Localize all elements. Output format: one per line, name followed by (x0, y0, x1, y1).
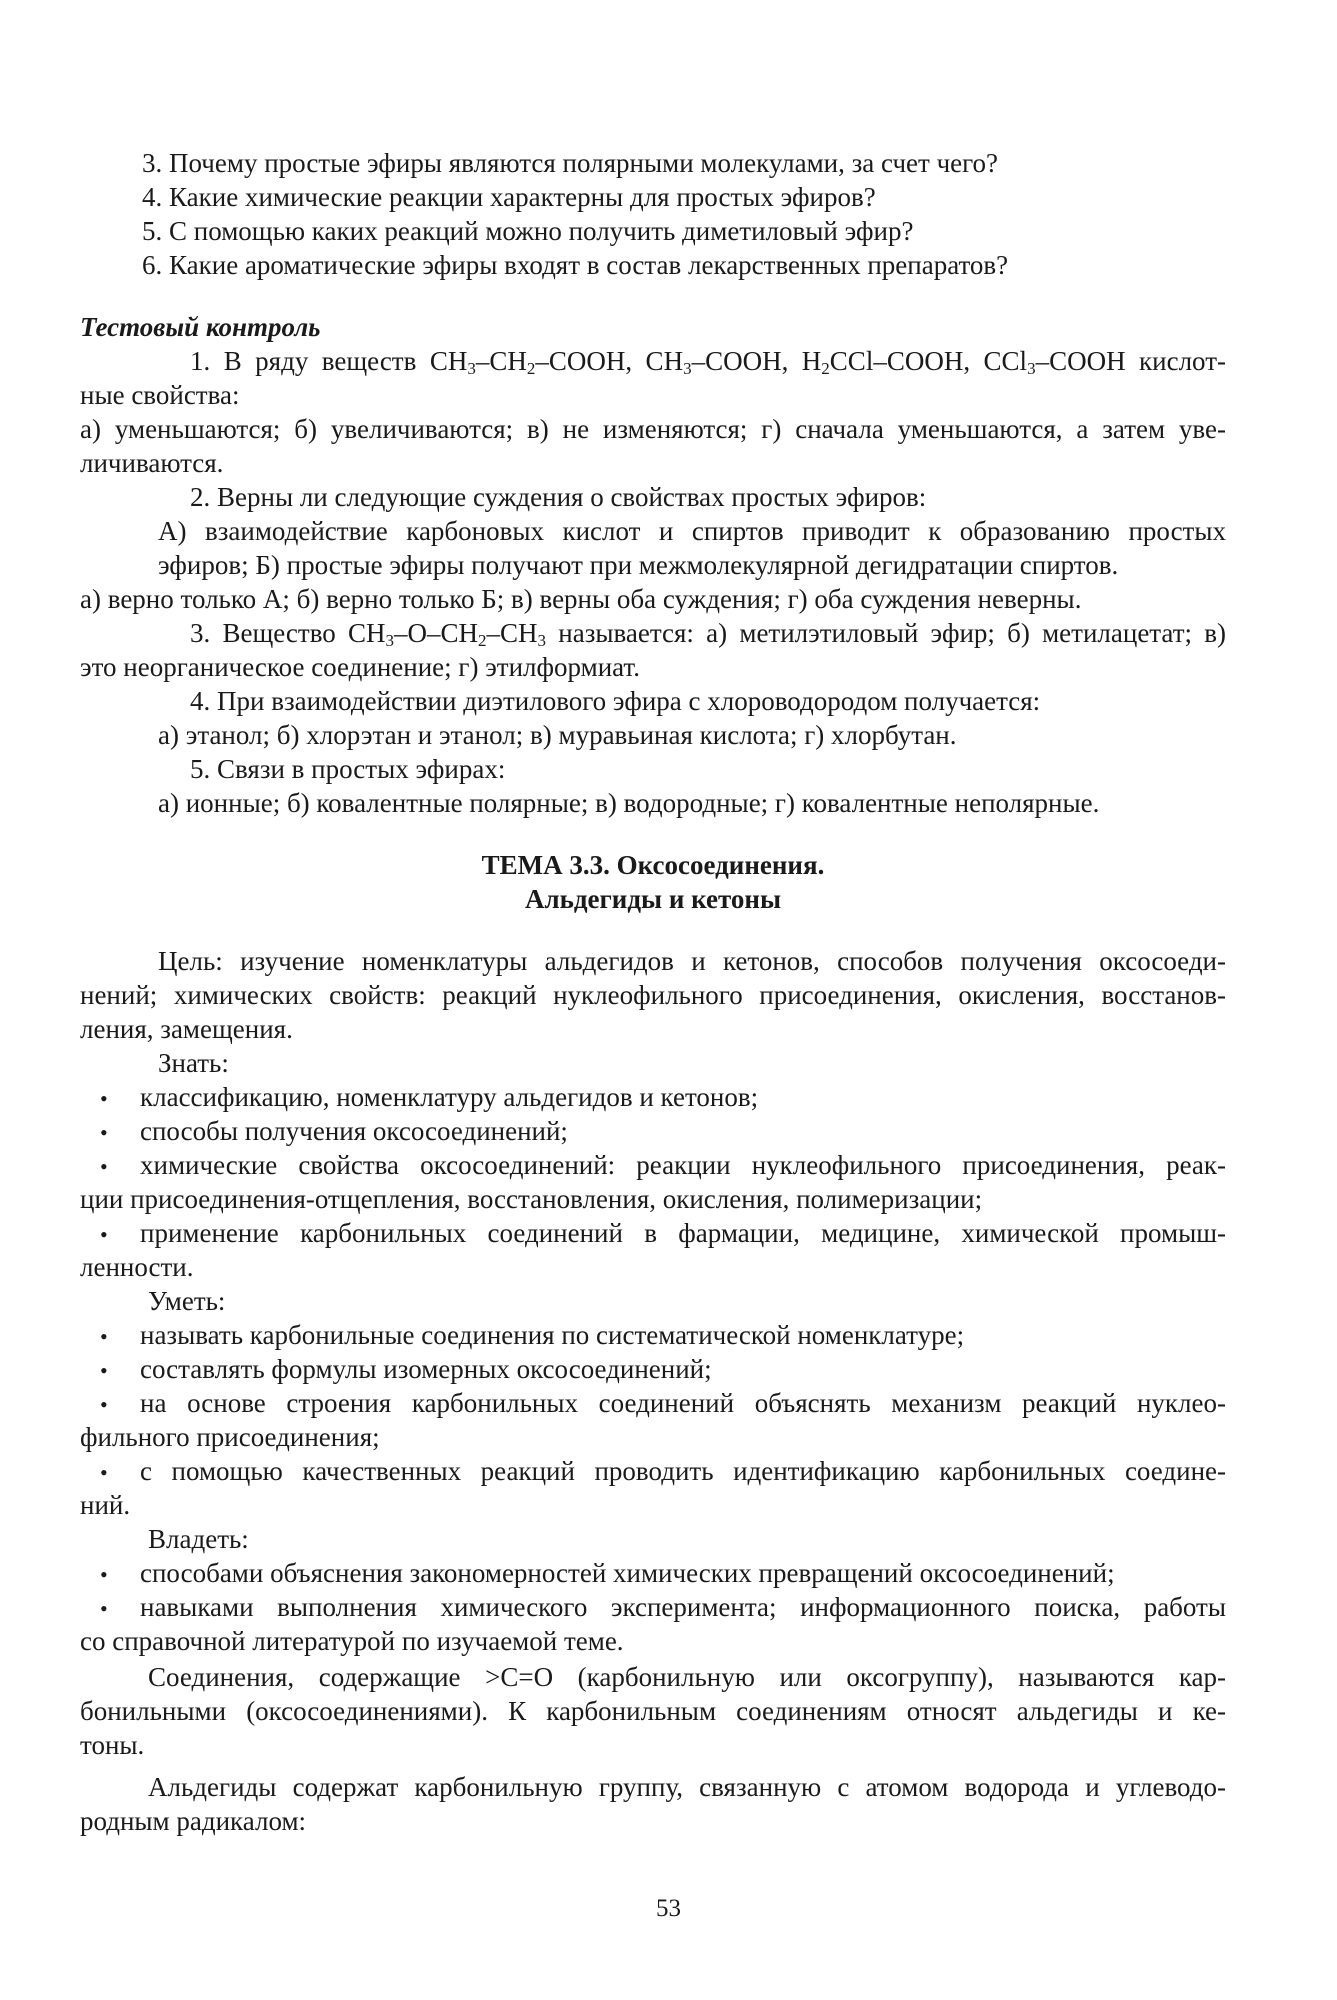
question-3: 3. Почему простые эфиры являются полярными молекулами, за счет чего? (142, 148, 999, 178)
bullet-icon: • (100, 1562, 108, 1587)
own-label: Владеть: (148, 1524, 249, 1554)
question-6: 6. Какие ароматические эфиры входят в состав лекарственных препаратов? (142, 250, 1009, 280)
bullet-icon: • (100, 1460, 108, 1485)
test-2-line-4: а) верно только А; б) верно только Б; в) верны оба суждения; г) оба суждения неверны. (80, 584, 1082, 614)
can-item-2: • составлять формулы изомерных оксосоединений; (100, 1352, 1226, 1388)
para-1-line-3: тоны. (80, 1730, 145, 1760)
bullet-icon: • (100, 1324, 108, 1349)
test-4-line-1: 4. При взаимодействии диэтилового эфира с хлороводородом получается: (190, 686, 1041, 716)
para-2-line-2: родным радикалом: (80, 1806, 307, 1836)
goal-line-1: Цель: изучение номенклатуры альдегидов и кетонов, способов получения оксосоеди- (158, 946, 1226, 976)
own-item-2-cont: со справочной литературой по изучаемой теме. (80, 1626, 624, 1656)
can-label: Уметь: (148, 1286, 226, 1316)
test-4-line-2: а) этанол; б) хлорэтан и этанол; в) муравьиная кислота; г) хлорбутан. (158, 720, 957, 750)
bullet-icon: • (100, 1154, 108, 1179)
test-heading: Тестовый контроль (80, 312, 321, 342)
own-item-1: • способами объяснения закономерностей химических превращений оксосоединений; (100, 1556, 1226, 1592)
test-1-line-1: 1. В ряду веществ $CH_3-CH_2$–COOH, $CH_3$–COOH, $H_2CCl$–COOH, CCl$_3$–COOH кислот- (190, 346, 1226, 378)
can-item-3: • на основе строения карбонильных соединений объяснять механизм реакций нуклео- (100, 1386, 1226, 1422)
test-2-line-2: А) взаимодействие карбоновых кислот и спиртов приводит к образованию простых (158, 516, 1226, 546)
test-5-line-2: а) ионные; б) ковалентные полярные; в) водородные; г) ковалентные неполярные. (158, 788, 1100, 818)
topic-title-line-2: Альдегиды и кетоны (524, 884, 782, 914)
para-2-line-1: Альдегиды содержат карбонильную группу, связанную с атомом водорода и углеводо- (148, 1772, 1226, 1802)
know-item-3-cont: ции присоединения-отщепления, восстановления, окисления, полимеризации; (80, 1184, 983, 1214)
goal-line-2: нений; химических свойств: реакций нуклеофильного присоединения, окисления, восстанов- (80, 980, 1226, 1010)
know-label: Знать: (158, 1048, 229, 1078)
know-item-2: • способы получения оксосоединений; (100, 1114, 1226, 1150)
know-item-4-cont: ленности. (80, 1252, 194, 1282)
test-3-line-2: это неорганическое соединение; г) этилформиат. (80, 652, 640, 682)
bullet-icon: • (100, 1120, 108, 1145)
can-item-3-cont: фильного присоединения; (80, 1422, 380, 1452)
page-number: 53 (656, 1895, 681, 1922)
test-1-line-3: а) уменьшаются; б) увеличиваются; в) не изменяются; г) сначала уменьшаются, а затем уве- (80, 414, 1226, 444)
test-2-line-1: 2. Верны ли следующие суждения о свойствах простых эфиров: (190, 482, 927, 512)
bullet-icon: • (100, 1086, 108, 1111)
test-2-line-3: эфиров; Б) простые эфиры получают при межмолекулярной дегидратации спиртов. (158, 550, 1119, 580)
test-3-line-1: 3. Вещество $CH_3-O-CH_2-CH_3$ называется: а) метилэтиловый эфир; б) метилацетат; в) (190, 618, 1226, 650)
goal-line-3: ления, замещения. (80, 1014, 293, 1044)
para-1-line-1: Соединения, содержащие >C=O (карбонильную или оксогруппу), называются кар- (148, 1662, 1226, 1692)
question-4: 4. Какие химические реакции характерны для простых эфиров? (142, 182, 876, 212)
bullet-icon: • (100, 1596, 108, 1621)
test-1-line-2: ные свойства: (80, 380, 240, 410)
topic-title-line-1: ТЕМА 3.3. Оксосоединения. (481, 850, 825, 880)
own-item-2: • навыками выполнения химического эксперимента; информационного поиска, работы (100, 1590, 1226, 1626)
para-1-line-2: бонильными (оксосоединениями). К карбонильным соединениям относят альдегиды и ке- (80, 1696, 1226, 1726)
bullet-icon: • (100, 1392, 108, 1417)
can-item-4-cont: ний. (80, 1490, 131, 1520)
bullet-icon: • (100, 1358, 108, 1383)
test-1-line-4: личиваются. (80, 448, 224, 478)
know-item-3: • химические свойства оксосоединений: реакции нуклеофильного присоединения, реак- (100, 1148, 1226, 1184)
question-5: 5. С помощью каких реакций можно получить диметиловый эфир? (142, 216, 914, 246)
know-item-4: • применение карбонильных соединений в фармации, медицине, химической промыш- (100, 1216, 1226, 1252)
can-item-1: • называть карбонильные соединения по систематической номенклатуре; (100, 1318, 1226, 1354)
know-item-1: • классификацию, номенклатуру альдегидов и кетонов; (100, 1080, 1226, 1116)
test-5-line-1: 5. Связи в простых эфирах: (190, 754, 506, 784)
bullet-icon: • (100, 1222, 108, 1247)
can-item-4: • с помощью качественных реакций проводить идентификацию карбонильных соедине- (100, 1454, 1226, 1490)
